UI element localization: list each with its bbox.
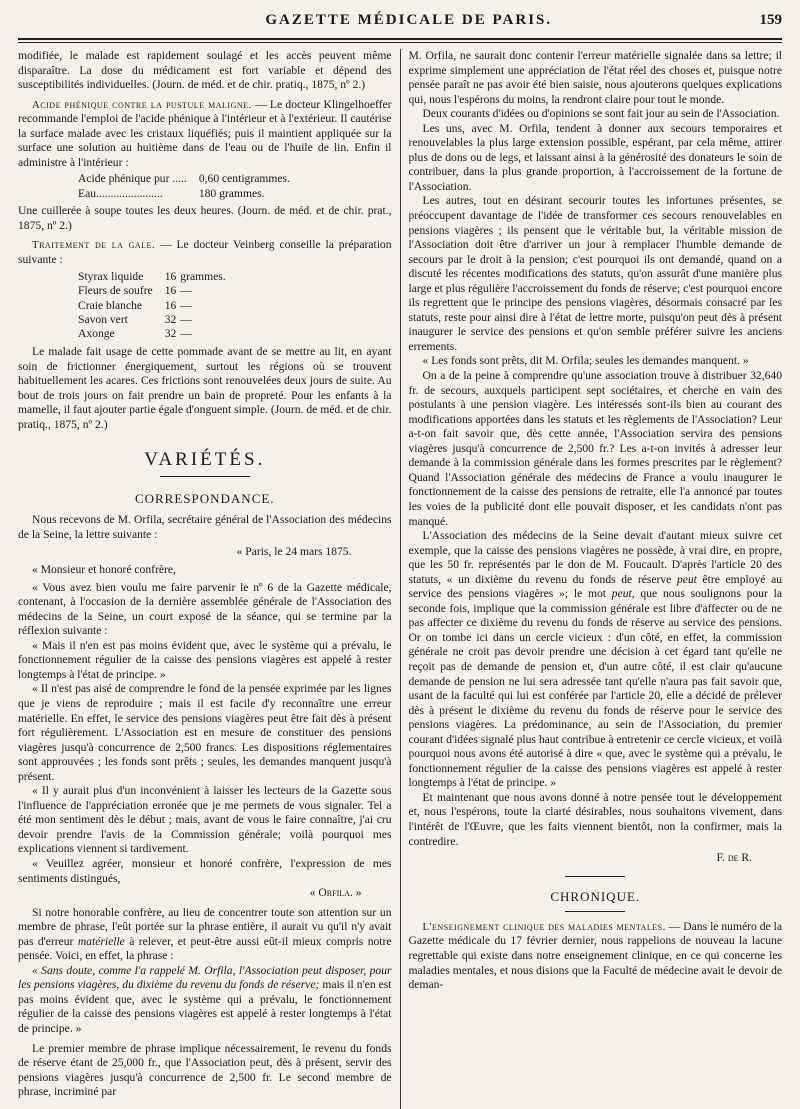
letter-paragraph: « Veuillez agréer, monsieur et honoré confrère, l'expression de mes sentiments distingués,: [18, 856, 392, 885]
paragraph: Et maintenant que nous avons donné à notre pensée tout le développement et, nous l'espérons, toute la clarté désirables, nous souhaitons vivement, dans l'intérêt de l'Œuvre, que les faits viennent bientôt, non la confirmer, mais la contredire.: [408, 790, 783, 848]
paragraph: modifiée, le malade est rapidement soulagé et les accès peuvent même disparaître. La dose du médicament est fort variable et dépend des susceptibilités individuelles. (Journ. de méd. et de chir. pratiq., 1875, nº 2.): [18, 49, 392, 92]
paragraph: Les autres, tout en désirant secourir toutes les infortunes présentes, se préoccupent davantage de l'idée de transformer ces secours renouvelables en pensions viagères ; ils pensent que le véritable but, la véritable mission de l'Association doit être d'arriver un jour à remplacer l'humble demande de secours par le droit à la pension; c'est pourquoi ils ont demandé, quand on a discuté les récentes modifications des statuts, qu'on assurât d'une manière plus large et plus régulière l'accroissement du fonds de réserve; c'est pourquoi encore ils regrettent que le principe des pensions viagères, désormais consacré par les statuts, reste pour ainsi dire à l'état de lettre morte, puisqu'on peut dès à présent inaugurer le service des pensions et qu'on semble préférer suivre les anciens errements.: [408, 194, 783, 353]
short-rule: [160, 476, 250, 477]
paragraph-enseignement: L'enseignement clinique des maladies mentales. — Dans le numéro de la Gazette médicale du 17 février dernier, nous rappelions de nouveau la lacune regrettable qui existe dans notre enseignement clinique, en ce qui concerne les maladies mentales, et nous disions que la Faculté de médecine avait le devoir de deman-: [408, 919, 783, 992]
paragraph: Une cuillerée à soupe toutes les deux heures. (Journ. de méd. et de chir. prat., 1875, nº 2.): [18, 204, 392, 232]
header-rule: [18, 38, 782, 43]
paragraph: Le premier membre de phrase implique nécessairement, le revenu du fonds de réserve étant de 25,000 fr., que l'Association peut, dès à présent, servir des pensions viagères jusqu'à concurrence de 2,500 fr. Le second membre de phrase, incriminé par: [18, 1041, 392, 1099]
paragraph: Nous recevons de M. Orfila, secrétaire général de l'Association des médecins de la Seine, la lettre suivante :: [18, 513, 392, 541]
paragraph: On a de la peine à comprendre qu'une association trouve à distribuer 32,640 fr. de secours, auxquels participent sept sociétaires, et cherche en vain des postulants à une pension viagère. Les intéressés sont-ils bien au courant des modifications apportées dans les statuts et les règlements de l'Association? Leur a-t-on fait savoir que, dès cette année, l'Association servira des pensions viagères jusqu'à concurrence de 2,500 fr.? Les a-t-on invités à adresser leur demande à la commission générale dans les formes prescrites par le règlement? Quand l'Association générale des médecins de France a voulu inaugurer le fonctionnement de la caisse des pensions de retraite, elle l'a annoncé par toutes les voies de la publicité dont elle pouvait disposer, et les candidats n'ont pas manqué.: [408, 369, 783, 528]
section-title-varietes: VARIÉTÉS.: [144, 449, 266, 471]
paragraph: Deux courants d'idées ou d'opinions se sont fait jour au sein de l'Association.: [422, 107, 780, 121]
letter-paragraph: « Vous avez bien voulu me faire parvenir le nº 6 de la Gazette médicale, contenant, à l'occasion de la dernière assemblée générale de l'Association des médecins de la Seine, un court exposé de la séance, qui se termine par la réflexion suivante :: [18, 580, 392, 638]
prescription-row: Eau....................... 180 grammes.: [78, 186, 265, 200]
prescription-table-2: [78, 270, 230, 342]
prescription-row: Savon vert 32 —: [78, 312, 192, 326]
prescription-table-1: [78, 172, 294, 201]
page-header: [18, 12, 782, 34]
right-column: [409, 49, 783, 1109]
dateline: « Paris, le 24 mars 1875.: [236, 545, 352, 559]
subsection-title: CORRESPONDANCE.: [134, 491, 275, 507]
letter-paragraph: « Mais il n'en est pas moins évident que, avec le système qui a prévalu, le fonctionnement régulier de la caisse des pensions viagères est appelé à rester longtemps à l'état de principe. »: [18, 638, 392, 681]
prescription-row: Styrax liquide 16 grammes.: [78, 269, 226, 283]
paragraph-gale: Traitement de la gale. — Le docteur Veinberg conseille la préparation suivante :: [18, 238, 392, 266]
page-number: 159: [759, 12, 782, 28]
paragraph-pustule: Acide phénique contre la pustule maligne. — Le docteur Klingelhoeffer recommande l'emploi de l'acide phénique à l'intérieur et à l'extérieur. Il cautérise la surface malade avec les cristaux liquéfiés; puis il maintient appliquée sur la surface une solution au huitième dans de l'eau ou de l'huile de lin. Enfin il administre à l'intérieur :: [18, 97, 392, 169]
prescription-row: Axonge 32 —: [78, 327, 192, 341]
short-rule: [565, 876, 625, 877]
letter-paragraph: « Il y aurait plus d'un inconvénient à laisser les lecteurs de la Gazette sous l'influence de l'appréciation erronée que je me permets de vous signaler. Tel a été mon sentiment dès le début ; mais, avant de vous le faire connaître, j'ai cru devoir prendre l'avis de la Commission générale; voilà pourquoi mes explications viennent si tardivement.: [18, 784, 392, 856]
paragraph: « Les fonds sont prêts, dit M. Orfila; seules les demandes manquent. »: [422, 354, 749, 368]
section-title-chronique: CHRONIQUE.: [550, 888, 641, 904]
salutation: « Monsieur et honoré confrère,: [32, 563, 176, 577]
section-label: Acide phénique contre la pustule maligne.: [32, 98, 252, 111]
left-column: [18, 49, 392, 1109]
paragraph: L'Association des médecins de la Seine devait d'autant mieux suivre cet exemple, que la caisse des pensions viagères ne possède, à vrai dire, en propre, que les 50 fr. représentés par le don de M. Foucault. D'après l'article 20 des statuts, « un dixième du revenu du fonds de réserve peut être employé au service des pensions viagères »; le mot peut, que nous soulignons pour la seconde fois, implique que la commission générale est libre d'affecter ou de ne pas affecter ce dixième du revenu du fonds de réserve au service des pensions. Or on tombe ici dans un cercle vicieux : d'un côté, en effet, la commission générale ne croit pas devoir prendre une décision à cet égard tant qu'elle ne reçoit pas de demande de pension et, d'un autre côté, il est clair qu'aucune demande de pension ne lui sera adressée tant qu'elle n'aura pas fait savoir que, usant de la faculté qui lui est conférée par l'article 20, elle a décidé de prélever dès à présent le dixième du revenu du fonds de réserve pour le service des pensions viagères. La prédominance, au sein de l'Association, du premier courant d'idées signalé plus haut contribue à entretenir ce cercle vicieux, et voilà pourquoi nous avons été autorisé à dire « que, avec le système qui a prévalu, le fonctionnement régulier de la caisse des pensions viagères est appelé à rester longtemps à l'état de principe. »: [408, 529, 783, 790]
paragraph: M. Orfila, ne saurait donc contenir l'erreur matérielle signalée dans sa lettre; il exprime simplement une appréciation de l'état réel des choses et, puisque notre pensée paraît ne pas avoir été bien saisie, nous ajouterons quelques explications qui, nous l'espérons du moins, la rendront claire pour tout le monde.: [408, 49, 783, 106]
prescription-row: Craie blanche 16 —: [78, 298, 192, 312]
prescription-row: Acide phénique pur ..... 0,60 centigrammes.: [78, 172, 290, 186]
short-rule: [565, 911, 625, 912]
section-label: Traitement de la gale.: [32, 239, 156, 252]
section-label: L'enseignement clinique des maladies mentales.: [422, 920, 666, 933]
journal-title: GAZETTE MÉDICALE DE PARIS.: [265, 12, 553, 28]
prescription-row: Fleurs de soufre 16 —: [78, 284, 192, 298]
columns: [18, 49, 782, 1109]
letter-signature: « Orfila. »: [309, 886, 362, 900]
paragraph: Si notre honorable confrère, au lieu de concentrer toute son attention sur un membre de phrase, l'eût portée sur la phrase entière, il aurait vu qu'il n'y avait pas d'erreur matérielle à relever, et peut-être aussi eût-il mieux compris notre pensée. Voici, en effet, la phrase :: [18, 905, 392, 963]
paragraph: Le malade fait usage de cette pommade avant de se mettre au lit, en ayant soin de frictionner énergiquement, surtout les régions où se trouvent habituellement les acares. Ces frictions sont renouvelées deux jours de suite. Au bout de trois jours on fait prendre un bain de propreté. Pour les enfants à la mamelle, il faut ajouter partie égale d'onguent simple. (Journ. de méd. et de chir. pratiq., 1875, nº 2.): [18, 344, 392, 431]
paragraph: Les uns, avec M. Orfila, tendent à donner aux secours temporaires et renouvelables la plus large extension possible, espérant, par cela même, attirer plus de dons ou de legs, et laissant ainsi à la générosité des donateurs le soin de contribuer, dans la plus grande proportion, à l'accroissement de la fortune de l'Association.: [408, 121, 783, 193]
author-signature: F. de R.: [716, 851, 753, 865]
quoted-paragraph: « Sans doute, comme l'a rappelé M. Orfila, l'Association peut disposer, pour les pensions viagères, du dixième du revenu du fonds de réserve; mais il n'en est pas moins évident que, avec le système qui a prévalu, le fonctionnement régulier de la caisse des pensions viagères est appelé à rester longtemps à l'état de principe. »: [18, 963, 392, 1035]
column-divider: [400, 49, 401, 1109]
letter-paragraph: « Il n'est pas aisé de comprendre le fond de la pensée exprimée par les lignes que je viens de reproduire ; mais il est facile d'y reconnaître une erreur matérielle. En effet, le service des pensions viagères peut être fait dès à présent fort régulièrement. L'Association est en mesure de constituer des pensions viagères jusqu'à concurrence de 2,500 francs. Les dispositions réglementaires sont approuvées ; les fonds sont prêts ; seules, les demandes manquent jusqu'à présent.: [18, 682, 392, 783]
